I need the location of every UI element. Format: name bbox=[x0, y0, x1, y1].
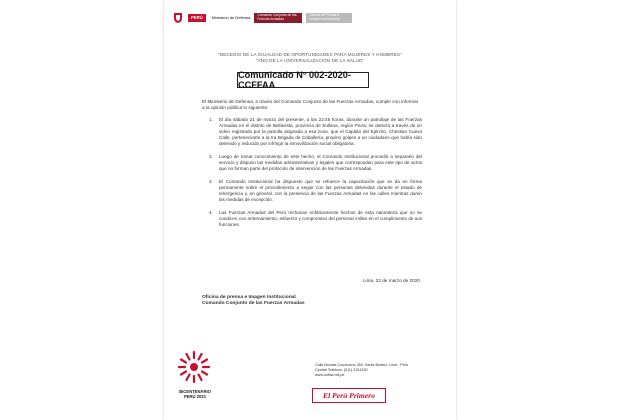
communique-items bbox=[202, 117, 422, 235]
list-item bbox=[202, 210, 422, 228]
intro-paragraph: El Ministerio de Defensa, a través del Comando Conjunto de las Fuerzas Armadas, cumple con informar a la opinión pública lo siguiente: bbox=[202, 99, 419, 111]
signature-block bbox=[202, 295, 305, 308]
item-text: El día sábado 21 de marzo del presente, a las 22:45 horas, durante un patrullaje de las Fuerzas Armadas en el distrito de Bellavista, provincia de Sullana, región Piura; se detectó a través de un video registrado por la patrulla asignada a esa zona, que el Capitán del Ejército, Christian Cueva Calle, perteneciente a la Ira Brigada de Caballería, propinó golpes a un ciudadano que había sido detenido y reducido por infringir la inmovilización social obligatoria. bbox=[219, 117, 422, 146]
ministry-label: Ministerio de Defensa bbox=[211, 14, 251, 20]
letterhead bbox=[172, 11, 352, 25]
contact-phone: Central Teléfono: (511) 2151330 bbox=[315, 368, 368, 373]
item-text: Luego de tomar conocimiento de este hecho, el Comando Institucional procedió a separarlo del servicio y dispuso las medidas administrativas y legales que correspondan para este tipo de actos que no forman parte del protocolo de intervención de las Fuerzas Armadas. bbox=[219, 153, 422, 171]
item-number: 2. bbox=[209, 153, 213, 159]
command-block: Comando Conjunto de las Fuerzas Armadas bbox=[254, 13, 302, 22]
signature-line-2: Comando Conjunto de las Fuerzas Armadas bbox=[202, 301, 305, 307]
item-number: 4. bbox=[209, 209, 213, 215]
peru-label: PERÚ bbox=[188, 14, 206, 22]
item-text: Las Fuerzas Armadas del Perú rechazan enfáticamente hechos de esta naturaleza que no se condicen con entrenamiento, esfuerzo y compromiso del personal militar en el cumplimiento de sus funciones. bbox=[219, 209, 422, 227]
contact-address: Calle Nicolás Corpancho 289, Santa Beatriz. Lima · Perú bbox=[315, 363, 409, 367]
document-page bbox=[164, 0, 456, 420]
el-peru-primero-watermark: El Perú Primero bbox=[312, 388, 386, 403]
shield-icon bbox=[172, 12, 184, 24]
signature-line-1: Oficina de prensa e Imagen Institucional bbox=[202, 295, 296, 300]
item-number: 3. bbox=[209, 178, 213, 184]
date-line: Lima, 22 de marzo de 2020 bbox=[362, 278, 420, 283]
list-item bbox=[202, 154, 422, 172]
bicentenario-line-1: BICENTENARIO bbox=[179, 389, 211, 394]
contact-info bbox=[315, 363, 408, 379]
bicentenario-label bbox=[172, 390, 218, 400]
decenio-line-1: "DECENIO DE LA IGUALDAD DE OPORTUNIDADES PARA MUJERES Y HOMBRES" bbox=[218, 52, 402, 57]
bicentenario-line-2: PERÚ 2021 bbox=[183, 393, 207, 399]
decenio-line-2: "AÑO DE LA UNIVERSALIZACIÓN DE LA SALUD" bbox=[255, 57, 365, 63]
press-office-block: Oficina de Prensa e Imagen Institucional bbox=[306, 13, 352, 22]
list-item bbox=[202, 179, 422, 203]
bicentenario-logo-icon bbox=[174, 348, 214, 388]
decenio-text bbox=[184, 52, 436, 63]
item-number: 1. bbox=[209, 117, 213, 122]
item-text: El Comando Institucional ha dispuesto que se refuerce la capacitación que se da en forma permanente sobre el procedimiento a seguir con las personas detenidas durante el estado de emergencia y, en general, con la presencia de las Fuerzas Armadas en las calles mientras duren las medidas de excepción. bbox=[219, 178, 422, 202]
contact-website: www.ccffaa.mil.pe bbox=[315, 373, 345, 378]
communique-title: Comunicado N° 002-2020-CCFFAA bbox=[237, 72, 369, 88]
list-item bbox=[202, 117, 422, 147]
